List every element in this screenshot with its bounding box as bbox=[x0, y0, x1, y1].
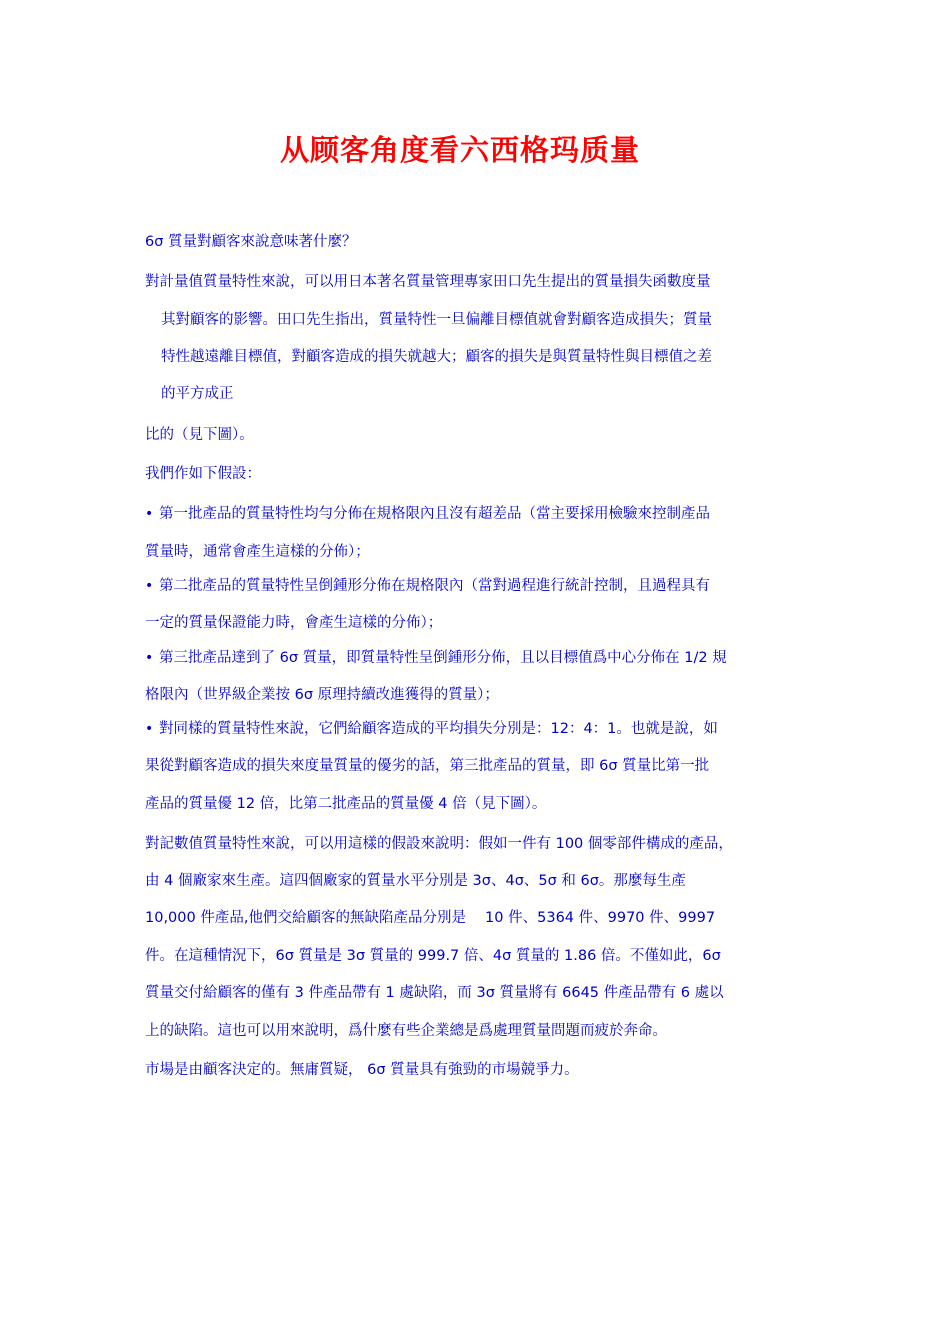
bullet-text: 第一批產品的質量特性均勻分佈在規格限內且沒有超差品（當主要採用檢驗來控制產品 bbox=[159, 506, 710, 522]
bullet-icon: • bbox=[145, 506, 154, 522]
paragraph-line: 由 4 個廠家來生產。這四個廠家的質量水平分別是 3σ、4σ、5σ 和 6σ。那麼每生產 bbox=[145, 873, 686, 889]
paragraph-line: 一定的質量保證能力時，會產生這樣的分佈）； bbox=[145, 615, 443, 631]
paragraph-line: 質量交付給顧客的僅有 3 件產品帶有 1 處缺陷，而 3σ 質量將有 6645 件產品帶有 6 處以 bbox=[145, 985, 724, 1001]
paragraph-line: 其對顧客的影響。田口先生指出，質量特性一旦偏離目標值就會對顧客造成損失；質量 bbox=[161, 312, 712, 328]
paragraph-line: 產品的質量優 12 倍，比第二批產品的質量優 4 倍（見下圖）。 bbox=[145, 796, 547, 812]
bullet-text: 對同樣的質量特性來說，它們給顧客造成的平均損失分別是：12：4：1。也就是說，如 bbox=[159, 721, 718, 737]
bullet-item bbox=[145, 575, 710, 597]
paragraph-line: 對記數值質量特性來說，可以用這樣的假設來說明：假如一件有 100 個零部件構成的產品， bbox=[145, 836, 733, 852]
bullet-text: 第三批產品達到了 6σ 質量，即質量特性呈倒鍾形分佈，且以目標值爲中心分佈在 1/2 規 bbox=[159, 650, 727, 666]
paragraph-line: 對計量值質量特性來說，可以用日本著名質量管理專家田口先生提出的質量損失函數度量 bbox=[145, 274, 711, 290]
paragraph-line: 比的（見下圖）。 bbox=[145, 427, 254, 443]
bullet-icon: • bbox=[145, 650, 154, 666]
bullet-icon: • bbox=[145, 721, 154, 737]
paragraph-line: 特性越遠離目標值，對顧客造成的損失就越大；顧客的損失是與質量特性與目標值之差 bbox=[161, 349, 712, 365]
question-heading: 6σ 質量對顧客來說意味著什麼？ bbox=[145, 234, 357, 250]
paragraph-line: 果從對顧客造成的損失來度量質量的優劣的話，第三批產品的質量，即 6σ 質量比第一批 bbox=[145, 758, 710, 774]
closing-line: 市場是由顧客決定的。無庸質疑， 6σ 質量具有強勁的市場競爭力。 bbox=[145, 1062, 579, 1078]
paragraph-line: 件。在這種情況下，6σ 質量是 3σ 質量的 999.7 倍、4σ 質量的 1.86 倍。不僅如此，6σ bbox=[145, 948, 721, 964]
paragraph-line: 的平方成正 bbox=[161, 386, 234, 402]
assumptions-heading: 我們作如下假設： bbox=[145, 466, 261, 482]
bullet-icon: • bbox=[145, 578, 154, 594]
bullet-item bbox=[145, 718, 718, 740]
bullet-item bbox=[145, 647, 727, 669]
paragraph-line: 質量時，通常會產生這樣的分佈）； bbox=[145, 544, 370, 560]
bullet-text: 第二批產品的質量特性呈倒鍾形分佈在規格限內（當對過程進行統計控制，且過程具有 bbox=[159, 578, 710, 594]
bullet-item bbox=[145, 503, 710, 525]
page-title: 从顾客角度看六西格玛质量 bbox=[279, 133, 640, 167]
paragraph-line: 上的缺陷。這也可以用來說明，爲什麼有些企業總是爲處理質量問題而疲於奔命。 bbox=[145, 1023, 667, 1039]
paragraph-line: 10,000 件產品,他們交給顧客的無缺陷產品分別是 10 件、5364 件、9970 件、9997 bbox=[145, 910, 716, 926]
paragraph-line: 格限內（世界級企業按 6σ 原理持續改進獲得的質量）； bbox=[145, 687, 499, 703]
